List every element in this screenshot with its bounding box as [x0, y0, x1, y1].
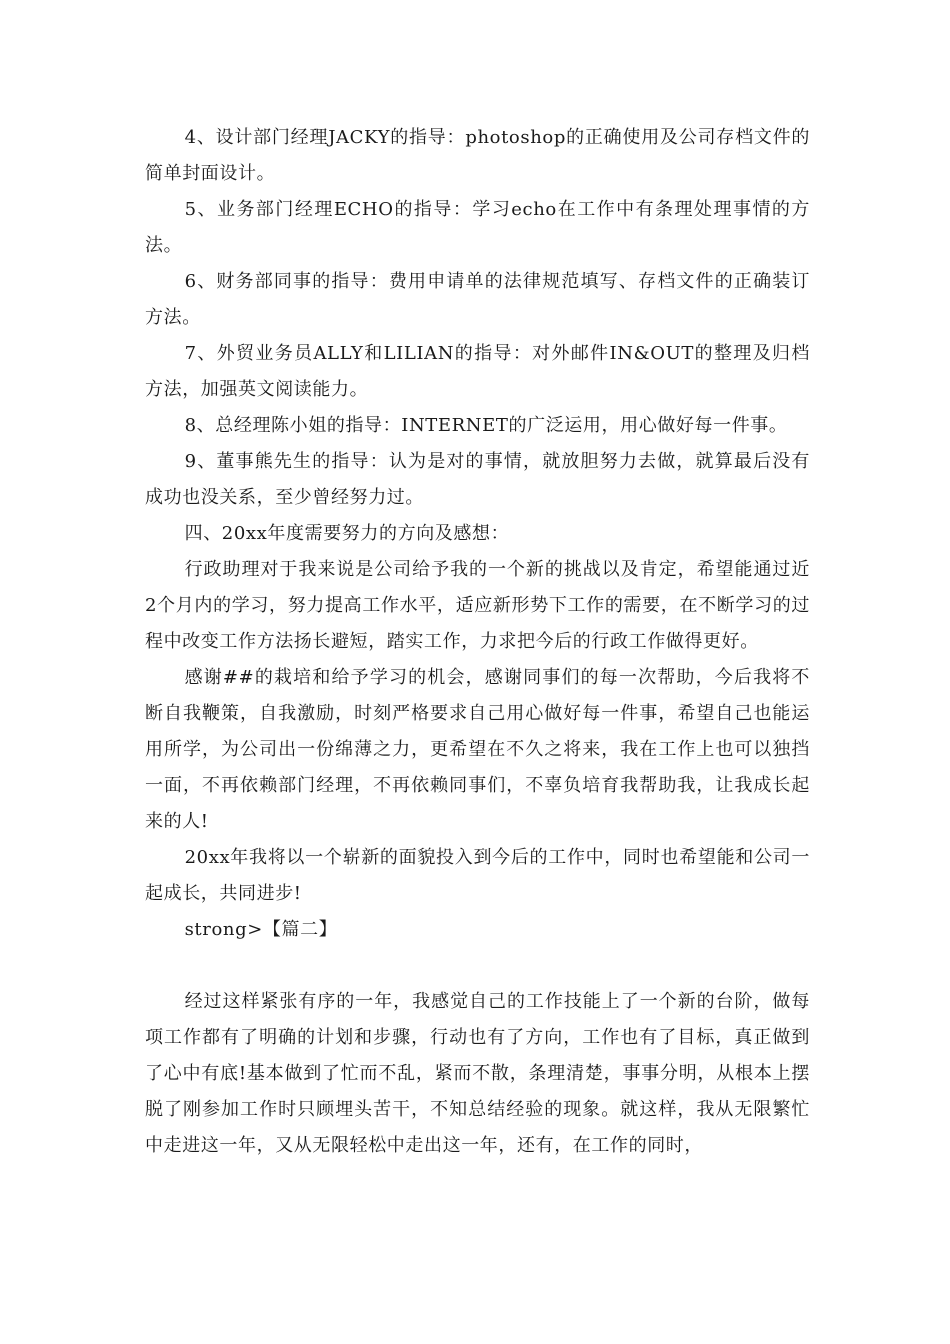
section-label-part-two: strong>【篇二】	[184, 919, 338, 940]
paragraph-item-6: 6、财务部同事的指导：费用申请单的法律规范填写、存档文件的正确装订方法。	[145, 271, 810, 328]
paragraph-outlook: 20xx年我将以一个崭新的面貌投入到今后的工作中，同时也希望能和公司一起成长，共同进步!	[145, 847, 810, 904]
paragraph-item-4: 4、设计部门经理JACKY的指导：photoshop的正确使用及公司存档文件的简单封面设计。	[145, 127, 810, 184]
paragraph-reflection: 行政助理对于我来说是公司给予我的一个新的挑战以及肯定，希望能通过近2个月内的学习，努力提高工作水平，适应新形势下工作的需要，在不断学习的过程中改变工作方法扬长避短，踏实工作，力求把今后的行政工作做得更好。	[145, 559, 810, 652]
paragraph-thanks: 感谢##的栽培和给予学习的机会，感谢同事们的每一次帮助，今后我将不断自我鞭策，自我激励，时刻严格要求自己用心做好每一件事，希望自己也能运用所学，为公司出一份绵薄之力，更希望在不久之将来，我在工作上也可以独挡一面，不再依赖部门经理，不再依赖同事们，不辜负培育我帮助我，让我成长起来的人!	[145, 667, 810, 832]
paragraph-part-two-body: 经过这样紧张有序的一年，我感觉自己的工作技能上了一个新的台阶，做每项工作都有了明确的计划和步骤，行动也有了方向，工作也有了目标，真正做到了心中有底!基本做到了忙而不乱，紧而不散，条理清楚，事事分明，从根本上摆脱了刚参加工作时只顾埋头苦干，不知总结经验的现象。就这样，我从无限繁忙中走进这一年，又从无限轻松中走出这一年，还有，在工作的同时，	[145, 991, 810, 1156]
section-heading: 四、20xx年度需要努力的方向及感想：	[184, 523, 510, 544]
paragraph-item-8: 8、总经理陈小姐的指导：INTERNET的广泛运用，用心做好每一件事。	[184, 415, 788, 436]
paragraph-item-9: 9、董事熊先生的指导：认为是对的事情，就放胆努力去做，就算最后没有成功也没关系，至少曾经努力过。	[145, 451, 810, 508]
document-body	[145, 120, 810, 1164]
paragraph-item-7: 7、外贸业务员ALLY和LILIAN的指导：对外邮件IN&OUT的整理及归档方法，加强英文阅读能力。	[145, 343, 810, 400]
paragraph-item-5: 5、业务部门经理ECHO的指导：学习echo在工作中有条理处理事情的方法。	[145, 199, 810, 256]
